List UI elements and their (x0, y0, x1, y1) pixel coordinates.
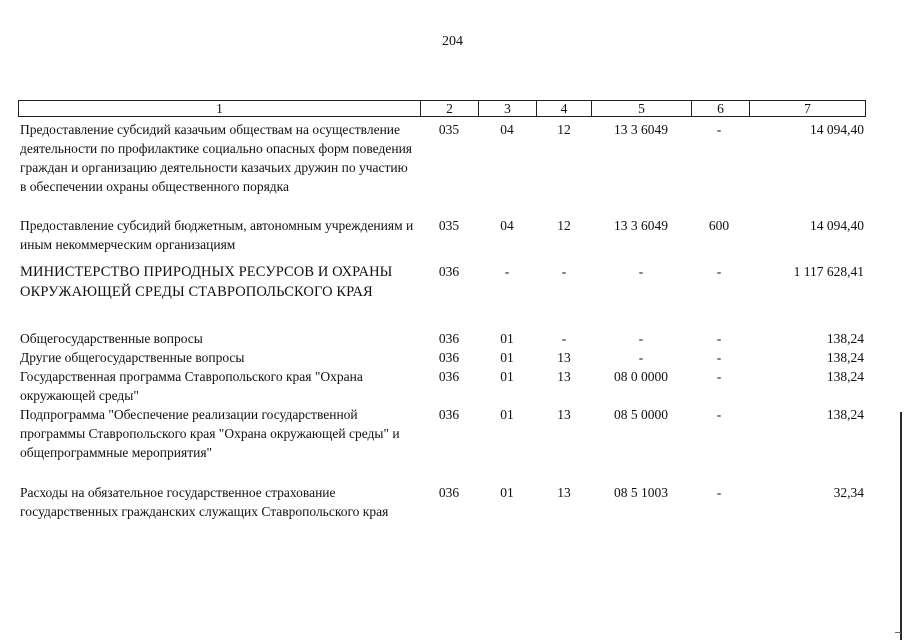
row-col-3: 01 (500, 485, 514, 500)
row-col-4: - (561, 264, 567, 279)
row-col-2: 036 (438, 369, 460, 384)
row-col-3: 04 (500, 218, 514, 233)
row-col-6: - (716, 122, 722, 137)
row-col-6: - (716, 369, 722, 384)
row-name: Предоставление субсидий казачьим обществам на осуществление деятельности по профилактике социально опасных форм поведения граждан и организацию деятельности казачьих дружин по участию в обеспечении охраны общественного порядка (20, 122, 413, 194)
scan-edge-line (900, 412, 902, 640)
row-col-2: 035 (438, 122, 460, 137)
row-col-2: 036 (438, 331, 460, 346)
header-col-7: 7 (749, 101, 865, 116)
header-col-5: 5 (591, 101, 691, 116)
row-col-2: 036 (438, 350, 460, 365)
table-header (18, 100, 866, 117)
header-col-3: 3 (478, 101, 536, 116)
row-name: Другие общегосударственные вопросы (20, 350, 245, 365)
row-col-7: 14 094,40 (810, 122, 864, 137)
row-col-5: - (638, 264, 644, 279)
row-col-2: 036 (438, 407, 460, 422)
row-col-4: 13 (557, 407, 571, 422)
row-name: Предоставление субсидий бюджетным, автономным учреждениям и иным некоммерческим организациям (20, 218, 414, 252)
row-name: Подпрограмма "Обеспечение реализации государственной программы Ставропольского края "Охрана окружающей среды" и общепрограммные мероприятия" (20, 407, 400, 460)
row-col-7: 138,24 (826, 331, 864, 346)
header-col-2: 2 (420, 101, 478, 116)
header-col-6: 6 (691, 101, 749, 116)
row-col-7: 138,24 (826, 350, 864, 365)
row-name: Расходы на обязательное государственное страхование государственных гражданских служащих Ставропольского края (20, 485, 389, 519)
row-col-5: 13 3 6049 (614, 218, 668, 233)
row-col-2: 035 (438, 218, 460, 233)
row-col-6: - (716, 331, 722, 346)
row-col-7: 32,34 (833, 485, 864, 500)
row-col-5: - (638, 350, 644, 365)
row-col-5: 08 0 0000 (614, 369, 668, 384)
row-col-7: 138,24 (826, 407, 864, 422)
row-col-6: - (716, 407, 722, 422)
row-col-3: 01 (500, 350, 514, 365)
row-col-6: 600 (708, 218, 730, 233)
row-col-3: - (504, 264, 510, 279)
row-col-7: 1 117 628,41 (793, 264, 864, 279)
row-col-4: 12 (557, 218, 571, 233)
page-number: 204 (442, 34, 463, 49)
row-col-6: - (716, 264, 722, 279)
row-col-2: 036 (438, 485, 460, 500)
header-col-1: 1 (216, 101, 223, 116)
row-col-3: 04 (500, 122, 514, 137)
row-col-5: - (638, 331, 644, 346)
scan-artifact (895, 632, 901, 633)
row-name: Государственная программа Ставропольского края "Охрана окружающей среды" (20, 369, 363, 403)
row-col-5: 13 3 6049 (614, 122, 668, 137)
row-name: МИНИСТЕРСТВО ПРИРОДНЫХ РЕСУРСОВ И ОХРАНЫ ОКРУЖАЮЩЕЙ СРЕДЫ СТАВРОПОЛЬСКОГО КРАЯ (20, 264, 393, 300)
row-col-3: 01 (500, 407, 514, 422)
row-name: Общегосударственные вопросы (20, 331, 203, 346)
row-col-4: 12 (557, 122, 571, 137)
row-col-5: 08 5 1003 (614, 485, 668, 500)
row-col-4: 13 (557, 369, 571, 384)
row-col-4: - (561, 331, 567, 346)
header-col-4: 4 (536, 101, 591, 116)
row-col-6: - (716, 485, 722, 500)
row-col-4: 13 (557, 350, 571, 365)
row-col-7: 138,24 (826, 369, 864, 384)
row-col-7: 14 094,40 (810, 218, 864, 233)
row-col-3: 01 (500, 331, 514, 346)
row-col-3: 01 (500, 369, 514, 384)
row-col-6: - (716, 350, 722, 365)
row-col-5: 08 5 0000 (614, 407, 668, 422)
row-col-2: 036 (438, 264, 460, 279)
row-col-4: 13 (557, 485, 571, 500)
